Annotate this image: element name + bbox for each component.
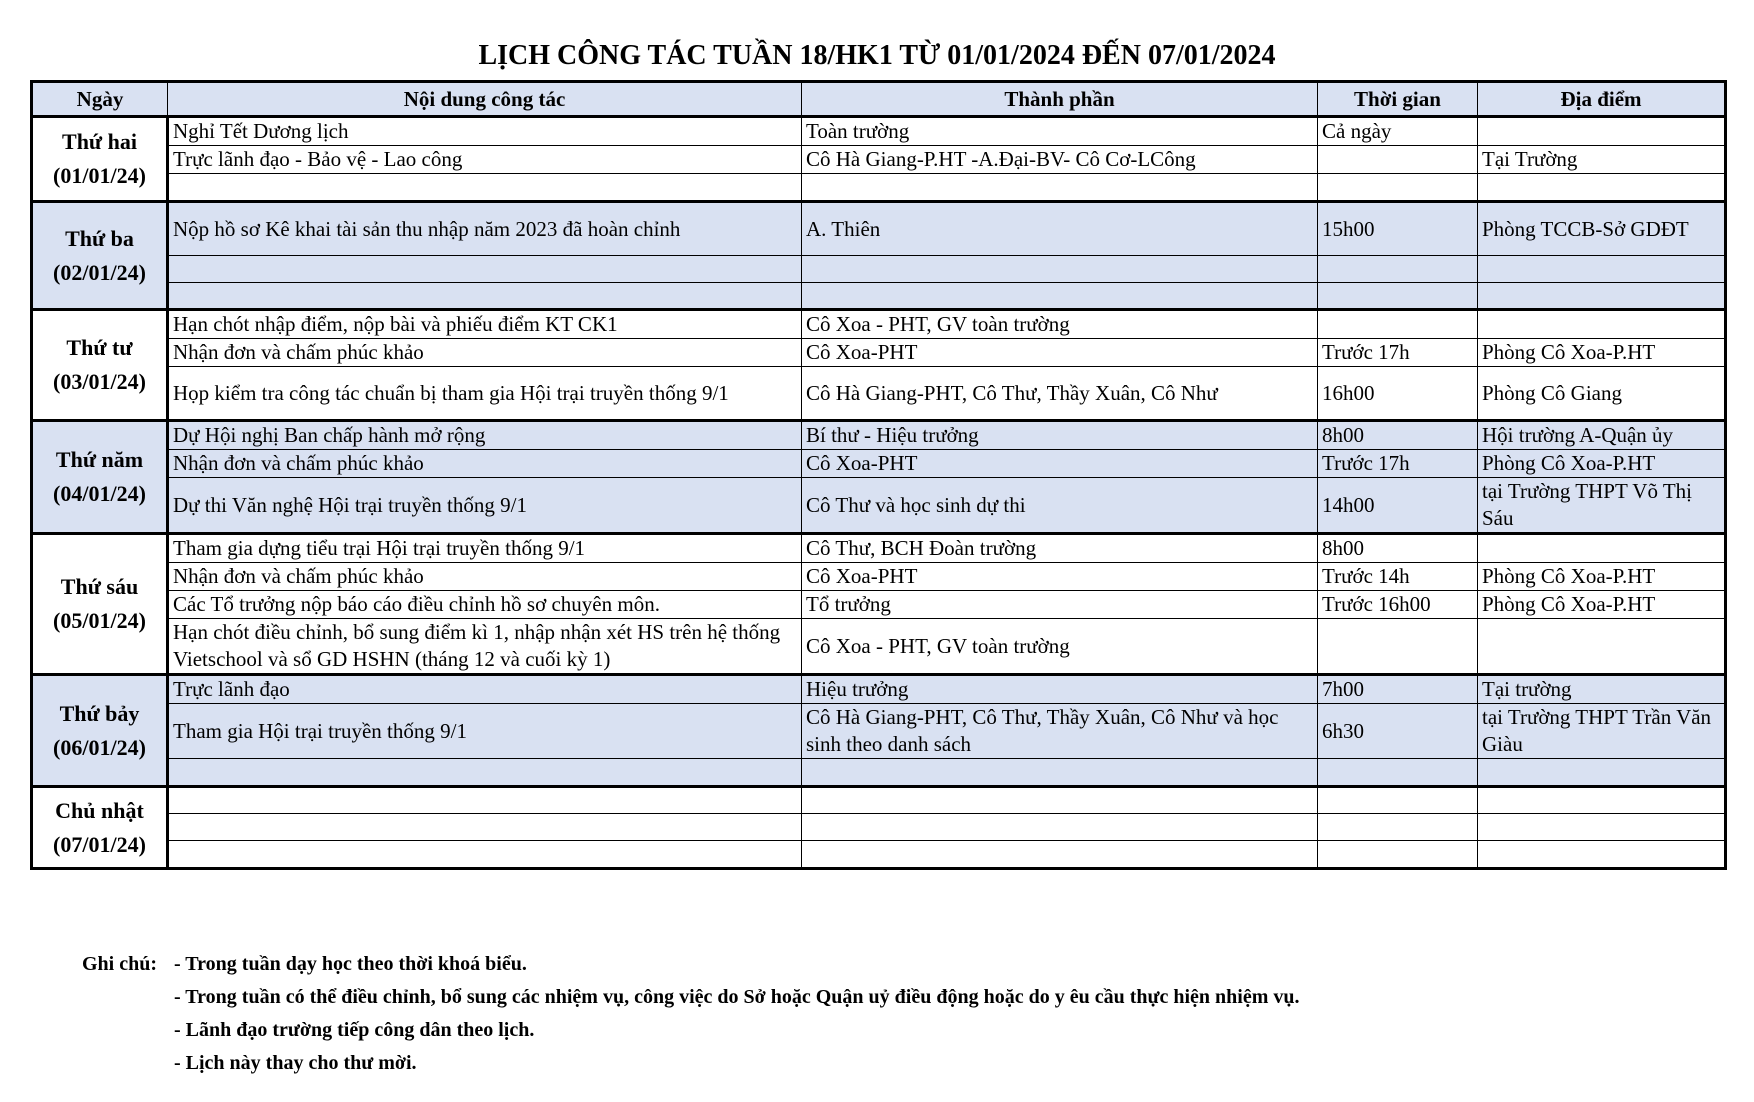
table-row bbox=[32, 146, 1726, 174]
cell-time: 6h30 bbox=[1318, 704, 1478, 759]
table-row bbox=[32, 759, 1726, 787]
cell-time bbox=[1318, 256, 1478, 283]
day-group bbox=[32, 534, 1726, 675]
cell-place bbox=[1478, 256, 1726, 283]
cell-time: 15h00 bbox=[1318, 202, 1478, 256]
table-row bbox=[32, 563, 1726, 591]
table-row bbox=[32, 841, 1726, 869]
day-cell bbox=[32, 534, 168, 675]
cell-participants bbox=[802, 759, 1318, 787]
table-row bbox=[32, 814, 1726, 841]
cell-time: Trước 17h bbox=[1318, 339, 1478, 367]
table-row bbox=[32, 421, 1726, 450]
cell-time: 16h00 bbox=[1318, 367, 1478, 421]
day-name: Thứ bảy bbox=[59, 700, 140, 726]
cell-content: Trực lãnh đạo - Bảo vệ - Lao công bbox=[168, 146, 802, 174]
table-row bbox=[32, 787, 1726, 814]
day-group bbox=[32, 117, 1726, 202]
cell-content: Nhận đơn và chấm phúc khảo bbox=[168, 339, 802, 367]
day-name: Thứ năm bbox=[55, 447, 144, 472]
cell-content: Nộp hồ sơ Kê khai tài sản thu nhập năm 2023 đã hoàn chỉnh bbox=[168, 202, 802, 256]
cell-time bbox=[1318, 619, 1478, 675]
day-cell bbox=[32, 310, 168, 421]
cell-content: Nhận đơn và chấm phúc khảo bbox=[168, 563, 802, 591]
cell-place bbox=[1478, 283, 1726, 310]
day-group bbox=[32, 202, 1726, 310]
cell-participants bbox=[802, 841, 1318, 869]
cell-content bbox=[168, 174, 802, 202]
day-date: (05/01/24) bbox=[53, 608, 146, 633]
table-row bbox=[32, 256, 1726, 283]
cell-place: Phòng Cô Xoa-P.HT bbox=[1478, 563, 1726, 591]
cell-participants: Bí thư - Hiệu trưởng bbox=[802, 421, 1318, 450]
cell-place: tại Trường THPT Võ Thị Sáu bbox=[1478, 478, 1726, 534]
day-date: (02/01/24) bbox=[53, 259, 146, 285]
cell-content: Nghỉ Tết Dương lịch bbox=[168, 117, 802, 146]
cell-participants bbox=[802, 256, 1318, 283]
table-row bbox=[32, 202, 1726, 256]
column-header-day: Ngày bbox=[32, 82, 168, 117]
cell-content bbox=[168, 759, 802, 787]
note-item: - Lịch này thay cho thư mời. bbox=[174, 1052, 417, 1074]
cell-time bbox=[1318, 787, 1478, 814]
cell-time: Cả ngày bbox=[1318, 117, 1478, 146]
notes-section bbox=[82, 948, 1682, 1080]
day-cell bbox=[32, 117, 168, 202]
cell-place bbox=[1478, 174, 1726, 202]
cell-participants: A. Thiên bbox=[802, 202, 1318, 256]
table-row bbox=[32, 367, 1726, 421]
day-cell bbox=[32, 202, 168, 310]
table-row bbox=[32, 310, 1726, 339]
cell-content: Trực lãnh đạo bbox=[168, 675, 802, 704]
table-row bbox=[32, 478, 1726, 534]
table-row bbox=[32, 450, 1726, 478]
note-item: - Trong tuần có thể điều chỉnh, bổ sung các nhiệm vụ, công việc do Sở hoặc Quận uỷ điều động hoặc do y êu cầu thực hiện nhiệm vụ. bbox=[174, 986, 1300, 1008]
cell-time: 8h00 bbox=[1318, 534, 1478, 563]
header-row bbox=[32, 82, 1726, 117]
cell-participants: Cô Hà Giang-P.HT -A.Đại-BV- Cô Cơ-LCông bbox=[802, 146, 1318, 174]
note-item: - Lãnh đạo trường tiếp công dân theo lịch. bbox=[174, 1019, 535, 1041]
cell-content: Tham gia dựng tiểu trại Hội trại truyền thống 9/1 bbox=[168, 534, 802, 563]
cell-participants: Cô Xoa-PHT bbox=[802, 563, 1318, 591]
cell-place: Tại trường bbox=[1478, 675, 1726, 704]
day-name: Chủ nhật bbox=[55, 797, 144, 823]
cell-content: Họp kiểm tra công tác chuẩn bị tham gia Hội trại truyền thống 9/1 bbox=[168, 367, 802, 421]
cell-time: 8h00 bbox=[1318, 421, 1478, 450]
day-name: Thứ sáu bbox=[60, 574, 139, 599]
cell-content bbox=[168, 814, 802, 841]
cell-time bbox=[1318, 146, 1478, 174]
cell-participants: Cô Xoa-PHT bbox=[802, 339, 1318, 367]
cell-content: Nhận đơn và chấm phúc khảo bbox=[168, 450, 802, 478]
cell-place bbox=[1478, 534, 1726, 563]
day-date: (06/01/24) bbox=[53, 734, 146, 760]
table-row bbox=[32, 534, 1726, 563]
cell-place bbox=[1478, 117, 1726, 146]
cell-place bbox=[1478, 759, 1726, 787]
cell-content bbox=[168, 283, 802, 310]
table-row bbox=[32, 117, 1726, 146]
cell-participants: Cô Xoa - PHT, GV toàn trường bbox=[802, 619, 1318, 675]
cell-time bbox=[1318, 174, 1478, 202]
cell-time bbox=[1318, 841, 1478, 869]
page-title: LỊCH CÔNG TÁC TUẦN 18/HK1 TỪ 01/01/2024 ĐẾN 07/01/2024 bbox=[478, 40, 1276, 71]
cell-place: Phòng Cô Xoa-P.HT bbox=[1478, 591, 1726, 619]
cell-content: Các Tổ trưởng nộp báo cáo điều chỉnh hồ sơ chuyên môn. bbox=[168, 591, 802, 619]
cell-place bbox=[1478, 619, 1726, 675]
day-date: (01/01/24) bbox=[53, 163, 146, 188]
table-row bbox=[32, 704, 1726, 759]
notes-list bbox=[82, 948, 1682, 1080]
cell-time: Trước 17h bbox=[1318, 450, 1478, 478]
cell-place: Phòng Cô Xoa-P.HT bbox=[1478, 450, 1726, 478]
cell-participants: Cô Hà Giang-PHT, Cô Thư, Thầy Xuân, Cô Như và học sinh theo danh sách bbox=[802, 704, 1318, 759]
day-cell bbox=[32, 675, 168, 787]
day-cell bbox=[32, 787, 168, 869]
table-row bbox=[32, 619, 1726, 675]
cell-time bbox=[1318, 759, 1478, 787]
table-row bbox=[32, 174, 1726, 202]
cell-place bbox=[1478, 310, 1726, 339]
day-cell bbox=[32, 421, 168, 534]
cell-content: Tham gia Hội trại truyền thống 9/1 bbox=[168, 704, 802, 759]
cell-participants bbox=[802, 283, 1318, 310]
column-header-content: Nội dung công tác bbox=[168, 82, 802, 117]
cell-place bbox=[1478, 787, 1726, 814]
cell-time bbox=[1318, 310, 1478, 339]
table-row bbox=[32, 283, 1726, 310]
cell-content bbox=[168, 841, 802, 869]
table-row bbox=[32, 339, 1726, 367]
column-header-time: Thời gian bbox=[1318, 82, 1478, 117]
cell-content: Dự thi Văn nghệ Hội trại truyền thống 9/1 bbox=[168, 478, 802, 534]
cell-participants: Tổ trưởng bbox=[802, 591, 1318, 619]
cell-place: Hội trường A-Quận ủy bbox=[1478, 421, 1726, 450]
cell-content bbox=[168, 787, 802, 814]
cell-place bbox=[1478, 814, 1726, 841]
cell-time: 7h00 bbox=[1318, 675, 1478, 704]
column-header-participants: Thành phần bbox=[802, 82, 1318, 117]
cell-participants: Cô Thư, BCH Đoàn trường bbox=[802, 534, 1318, 563]
cell-time: Trước 16h00 bbox=[1318, 591, 1478, 619]
cell-time bbox=[1318, 283, 1478, 310]
day-group bbox=[32, 310, 1726, 421]
day-date: (07/01/24) bbox=[53, 831, 146, 857]
cell-time bbox=[1318, 814, 1478, 841]
cell-place: Phòng Cô Giang bbox=[1478, 367, 1726, 421]
cell-participants: Toàn trường bbox=[802, 117, 1318, 146]
cell-participants bbox=[802, 814, 1318, 841]
notes-label: Ghi chú: bbox=[82, 953, 158, 975]
day-name: Thứ ba bbox=[65, 225, 134, 251]
day-group bbox=[32, 787, 1726, 869]
schedule-table bbox=[30, 80, 1727, 870]
day-group bbox=[32, 675, 1726, 787]
day-name: Thứ hai bbox=[62, 129, 137, 154]
cell-place bbox=[1478, 841, 1726, 869]
day-group bbox=[32, 421, 1726, 534]
table-row bbox=[32, 591, 1726, 619]
table-row bbox=[32, 675, 1726, 704]
cell-participants: Cô Xoa - PHT, GV toàn trường bbox=[802, 310, 1318, 339]
cell-time: Trước 14h bbox=[1318, 563, 1478, 591]
column-header-place: Địa điểm bbox=[1478, 82, 1726, 117]
cell-place: Tại Trường bbox=[1478, 146, 1726, 174]
cell-participants bbox=[802, 787, 1318, 814]
cell-content: Dự Hội nghị Ban chấp hành mở rộng bbox=[168, 421, 802, 450]
cell-participants: Cô Hà Giang-PHT, Cô Thư, Thầy Xuân, Cô Như bbox=[802, 367, 1318, 421]
cell-participants bbox=[802, 174, 1318, 202]
cell-place: Phòng TCCB-Sở GDĐT bbox=[1478, 202, 1726, 256]
cell-time: 14h00 bbox=[1318, 478, 1478, 534]
day-date: (03/01/24) bbox=[53, 369, 146, 394]
cell-content: Hạn chót nhập điểm, nộp bài và phiếu điểm KT CK1 bbox=[168, 310, 802, 339]
cell-place: Phòng Cô Xoa-P.HT bbox=[1478, 339, 1726, 367]
cell-participants: Hiệu trưởng bbox=[802, 675, 1318, 704]
cell-participants: Cô Xoa-PHT bbox=[802, 450, 1318, 478]
note-item: - Trong tuần dạy học theo thời khoá biểu. bbox=[174, 953, 527, 975]
day-date: (04/01/24) bbox=[53, 481, 146, 506]
cell-participants: Cô Thư và học sinh dự thi bbox=[802, 478, 1318, 534]
cell-content: Hạn chót điều chỉnh, bổ sung điểm kì 1, nhập nhận xét HS trên hệ thống Vietschool và sổ GD HSHN (tháng 12 và cuối kỳ 1) bbox=[168, 619, 802, 675]
cell-content bbox=[168, 256, 802, 283]
cell-place: tại Trường THPT Trần Văn Giàu bbox=[1478, 704, 1726, 759]
day-name: Thứ tư bbox=[66, 335, 133, 360]
